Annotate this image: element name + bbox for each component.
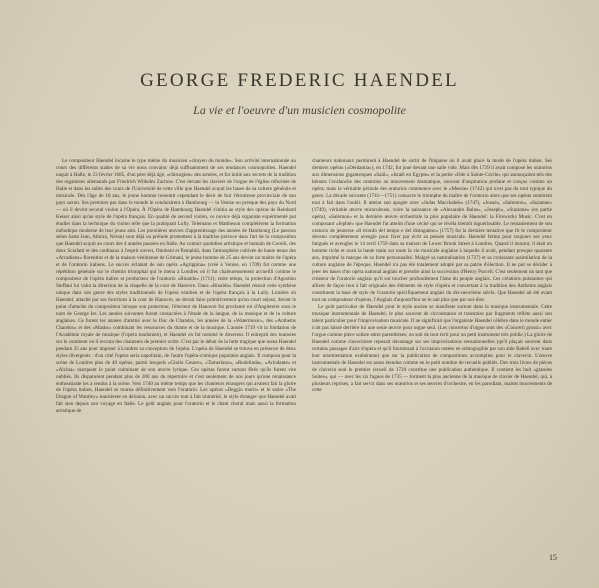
page-subtitle: La vie et l'oeuvre d'un musicien cosmopolite (193, 103, 406, 117)
page-title: GEORGE FREDERIC HAENDEL (140, 70, 459, 91)
right-text-column (312, 158, 552, 520)
left-text-column (56, 158, 296, 520)
page-number: 15 (549, 553, 557, 562)
left-column-paragraph: Le compositeur Haendel incarne le type même du musicien «citoyen du monde». Son activité internationale au cours des différents stades de sa vie nous convainc déjà suffisamment de ses tendances cosmopolites. Haendel naquit à Halle, le 23 février 1685, d'un père déjà âgé, «chirurgien» des armées, et fut initié aux secrets de la tradition des organistes allemands par Friedrich Wilhelm Zachow. C'est devant les claviers de l'orgue de l'église réformée de Halle et dans les salles des cours de l'Université de cette ville que Haendel acquit les bases de sa culture générale et musicale. Dès l'âge de 18 ans, le jeune homme ressentit cependant le désir de fuir l'étroitesse provinciale de son pays saxon. Ses premiers pas dans le monde le conduisirent à Hambourg — la Venise ou presque des pays du Nord — où il devint second violon à l'Opéra. À l'Opéra de Hambourg Haendel s'initia au style des opéras de Reinhard Keiser ainsi qu'au style de l'opéra français. En qualité de second violon, ce novice déjà organiste expérimenté put étudier dans la technique du violon telle que la pratiquait Lully. Telemann et Mattheson complétèrent la formation mélodique moderne de leur jeune ami. Les premières œuvres d'apprentissage des années de Hambourg (Le passion selon Saint Jean, Almira, Néron) sont déjà un prélude prometteur à la maîtrise précoce dans l'art de la composition que Haendel acquit au cours des 4 années passées en Italie. Au contact quotidien artistique et humain de Corelli, des deux Scarlatti et des cardinaux à l'esprit ouvert, Ottoboni et Pamphili, dans l'atmosphère cultivée de haute tenue des «Arcadiens» florentins et de la maison vénitienne de Grimani, le jeune homme de 25 ans devint un maître de l'opéra et de l'oratorio italiens. Le succès éclatant de son opéra «Agrippina» (créé à Venise, en 1709) fut comme une répétition générale sur le chemin triomphal qui le mena à Londres où il fut chaleureusement accueilli comme le compositeur de l'opéra italien et producteur de l'oratorio «Rinaldo» (1711); entre temps, la protection d'Agostino Steffani lui valut la direction de la chapelle de la cour de Hanovre. Dans «Rinaldo» Haendel réussit cette synthèse unique dans son genre des styles traditionnels de l'opéra vénitien et de l'opéra français à la Lully. Londres où Haendel, attaché par ses fonctions à la cour de Hanovre, ne devait faire primitivement qu'un court séjour, devint le point d'attache du compositeur lorsque son protecteur, l'électeur de Hanovre fut proclamé roi d'Angleterre sous le nom de George Ier. Les années suivantes furent consacrées à l'étude de la langue, de la musique et de la culture anglaises. Ce furent les années d'amitié avec le Duc de Chandos, les années de la «Watermusic», des «Anthems Chandos» et des «Masks» combinant les ressources du drame et de la musique. L'année 1719 vit la fondation de l'Académie royale de musique (l'opéra londonien), et Haendel en fut nommé le directeur. Il entreprit des tournées sur le continent où il recruta des chanteurs de premier ordre. C'est par le début de la lutte tragique que mena Haendel pendant 25 ans pour imposer à Londres sa conception de l'opéra. L'opéra de Haendel se trouva en présence de deux styles divergents : d'un côté l'opéra seria napolitain, de l'autre l'opéra-comique populaire anglais. Il composa pour la scène de Londres plus de 40 opéras, parmi lesquels «Giulio Cesare», «Tamerlano», «Rodelinda», «Ariodante» et «Alcina» marquent le point culminant de son œuvre lyrique. Ces opéras furent surtout fêtés qu'ils furent vite oubliés. Ils disparurent pendant plus de 200 ans du répertoire et c'est seulement de nos jours qu'une renaissance enthousiaste les a rendus à la scène. Vers 1740 au même temps que les chanteurs étrangers qui avaient fait la gloire de l'opéra italien, Haendel se tourna définitivement vers l'oratorio. Les opéras «Deggio morir» et le satire «The Dragon of Wantley» tournèrent en dérision, avec un succès tout à fait immérité, le style étranger que Haendel avait fait sien depuis son voyage en Italie. Le goût anglais pour l'oratorio et le chant choral mais aussi la formation artistique de (56, 158, 296, 415)
right-column-paragraph-2: Le goût particulier de Haendel pour le style ancien se manifeste surtout dans la musique instrumentale. Cette musique instrumentale de Haendel, le plus souvent de circonstance et transmise par fragments reflète aussi son talent particulier pour l'improvisation musicale. Il ne significait que l'organiste Haendel célèbre dans le monde entier n'ait pas laissé derrière lui une seule œuvre pour orgue seul. (Les concertos d'orgue sont des «Concerti grossi» avec l'orgue comme pièce soliste entre parenthèses; on suit de tout écrit pour un petit instrument très pobile.) La gloire de Haendel comme claveciniste reposait davantage sur ses improvisations sensationnelles (qu'il plaçait souvent dans certains passages d'airs d'opéra et qu'il fournissait à l'occasion notées en sténographie par son aide Babell avec toute leur ornementation exubérante) que sur la publication de compositions accomplies pour le clavecin. L'œuvre instrumentale de Haendel est assez étendue comme en le petit nombre de recueils publiés. Des trois livres de pièces de clavecin seul le premier recueil de 1720 constitue une publication authentique. Il contient les huit «grandes Suites», qui — avec les six fugues de 1735 — forment la plus ancienne de la musique de clavier de Haendel, qui, à plusieurs reprises, a fait servir dans ses oratorios et ses œuvres d'orchestre, en les parodiant, maints mouvements de cette (312, 304, 552, 394)
right-column-paragraph-1: chanteurs nationaux permirent à Haendel de sortir de l'impasse où il avait placé la mode de l'opéra italien. Ses derniers opéras («Deidamia»), en 1742, fut joué devant une salle vide. Mais dès 1739 il avait composé les oratorios aux dimensions gigantesques «Saül», «Israël en Egypte» et la petite «Ode à Sainte-Cécile» qui annonçaient tels des hérauts l'avalanche des oratorios au mouvement dramatique, souvent d'inspiration profane et conçus comme un opéra; mais la véritable période des oratorios commence avec le «Messie» (1742) qui n'est pas du tout typique du genre. La décade suivante (1741—1751) consacre le triomphe du maître de l'oratorio alors que ses opéras sombrent tout à fait dans l'oubli. Il atteint son apogée avec «Judas Macchabée» (1747), «Josué», «Salomon», «Suzanne» (1749), véritable œuvre miraculeuse, voire la naissance de «Alexandre Balus», «Joseph», «Suzanne» (en partie opéra), «Salomon» et la dernière œuvre orchestrale la plus populaire de Haendel: la Fireworks Music. C'est en composant «Jephté» que Haendel fut atteint d'une cécité qui se révéla bientôt inguérissable. Le remaniement de son oratorio de jeunesse «Il trionfo del tempo e del disinganno» (1757) fut la dernière tentative que fit le compositeur devenu complètement aveugle pour fixer par écrit sa pensée musicale. Haendel ferma pour toujours ses yeux fatigués et aveugles le 14 avril 1759 dans sa maison de Lower Brook Street à Londres. Quand il mourut, il était un homme riche et avait la haute main sur toute la vie musicale anglaise à laquelle il avait, pendant presque quarante ans, imprimé la marque de sa forte personnalité. Malgré sa naturalisation (1727) et sa croissante assimilation de la culture anglaise de l'époque, Haendel n'a pas été totalement adopté par sa patrie d'élection. Il ne put se décider à jeter les bases d'un opéra national anglais et prendre ainsi la succession d'Henry Purcell. C'est seulement un tant que créateur de l'oratorio anglais qu'il sut toucher profondément l'âme du peuple anglais. Ces créations puissantes qui allient de façon tout à fait originale des éléments de style d'opéra et concertant à la tradition des Anthems anglais constituent la base de style de l'oratorio spécifiquement anglais du dix-neuvième siècle. Que Haendel ait été avant tout un compositeur d'opéras, l'Anglais d'aujourd'hui ne le sait plus que par oui-dire. (312, 158, 552, 304)
